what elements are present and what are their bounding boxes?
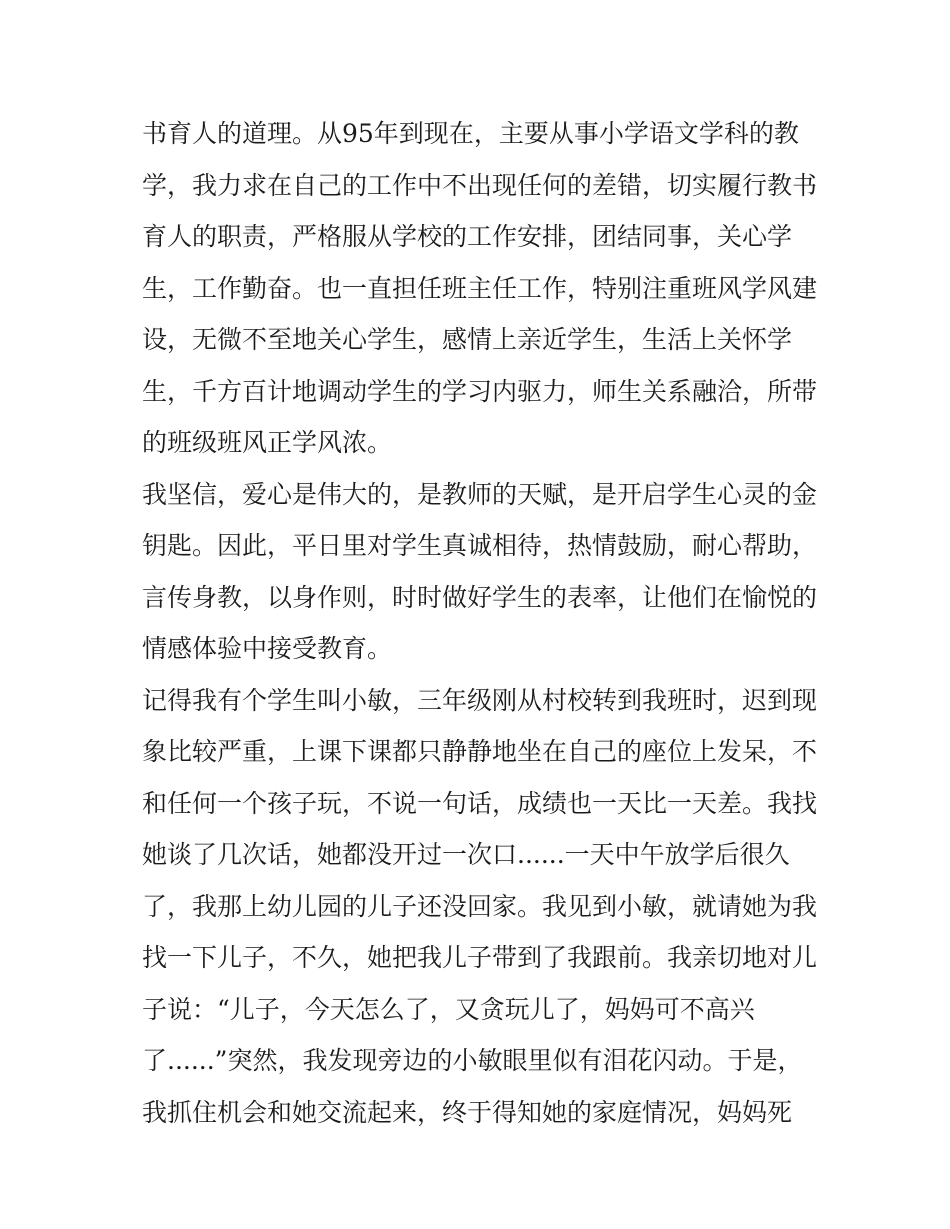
- text-line: 了，我那上幼儿园的儿子还没回家。我见到小敏，就请她为我: [142, 891, 818, 921]
- text-line: 子说：“儿子，今天怎么了，又贪玩儿了，妈妈可不高兴: [142, 994, 755, 1024]
- text-line: 记得我有个学生叫小敏，三年级刚从村校转到我班时，迟到现: [142, 685, 818, 715]
- text-line: 我抓住机会和她交流起来，终于得知她的家庭情况，妈妈死: [142, 1097, 793, 1127]
- text-line: 书育人的道理。从95年到现在，主要从事小学语文学科的教: [142, 119, 799, 148]
- text-line: 我坚信，爱心是伟大的，是教师的天赋，是开启学生心灵的金: [142, 479, 818, 509]
- text-line: 生，千方百计地调动学生的学习内驱力，师生关系融洽，所带: [142, 376, 818, 406]
- text-line: 了......”突然，我发现旁边的小敏眼里似有泪花闪动。于是，: [142, 1046, 803, 1075]
- text-line: 和任何一个孩子玩，不说一句话，成绩也一天比一天差。我找: [142, 788, 818, 818]
- text-line: 生，工作勤奋。也一直担任班主任工作，特别注重班风学风建: [142, 273, 818, 303]
- text-line: 育人的职责，严格服从学校的工作安排，团结同事，关心学: [142, 222, 793, 251]
- text-line: 设，无微不至地关心学生，感情上亲近学生，生活上关怀学: [142, 325, 793, 354]
- text-line: 学，我力求在自己的工作中不出现任何的差错，切实履行教书: [142, 170, 818, 200]
- text-line: 她谈了几次话，她都没开过一次口......一天中午放学后很久: [142, 840, 790, 869]
- text-line: 的班级班风正学风浓。: [142, 428, 393, 457]
- text-line: 象比较严重，上课下课都只静静地坐在自己的座位上发呆，不: [142, 737, 818, 766]
- document-body-text: [142, 108, 822, 1138]
- text-line: 情感体验中接受教育。: [142, 634, 393, 663]
- text-line: 钥匙。因此，平日里对学生真诚相待，热情鼓励，耐心帮助，: [142, 531, 818, 560]
- text-line: 找一下儿子，不久，她把我儿子带到了我跟前。我亲切地对儿: [142, 943, 818, 972]
- text-line: 言传身教，以身作则，时时做好学生的表率，让他们在愉悦的: [142, 582, 818, 612]
